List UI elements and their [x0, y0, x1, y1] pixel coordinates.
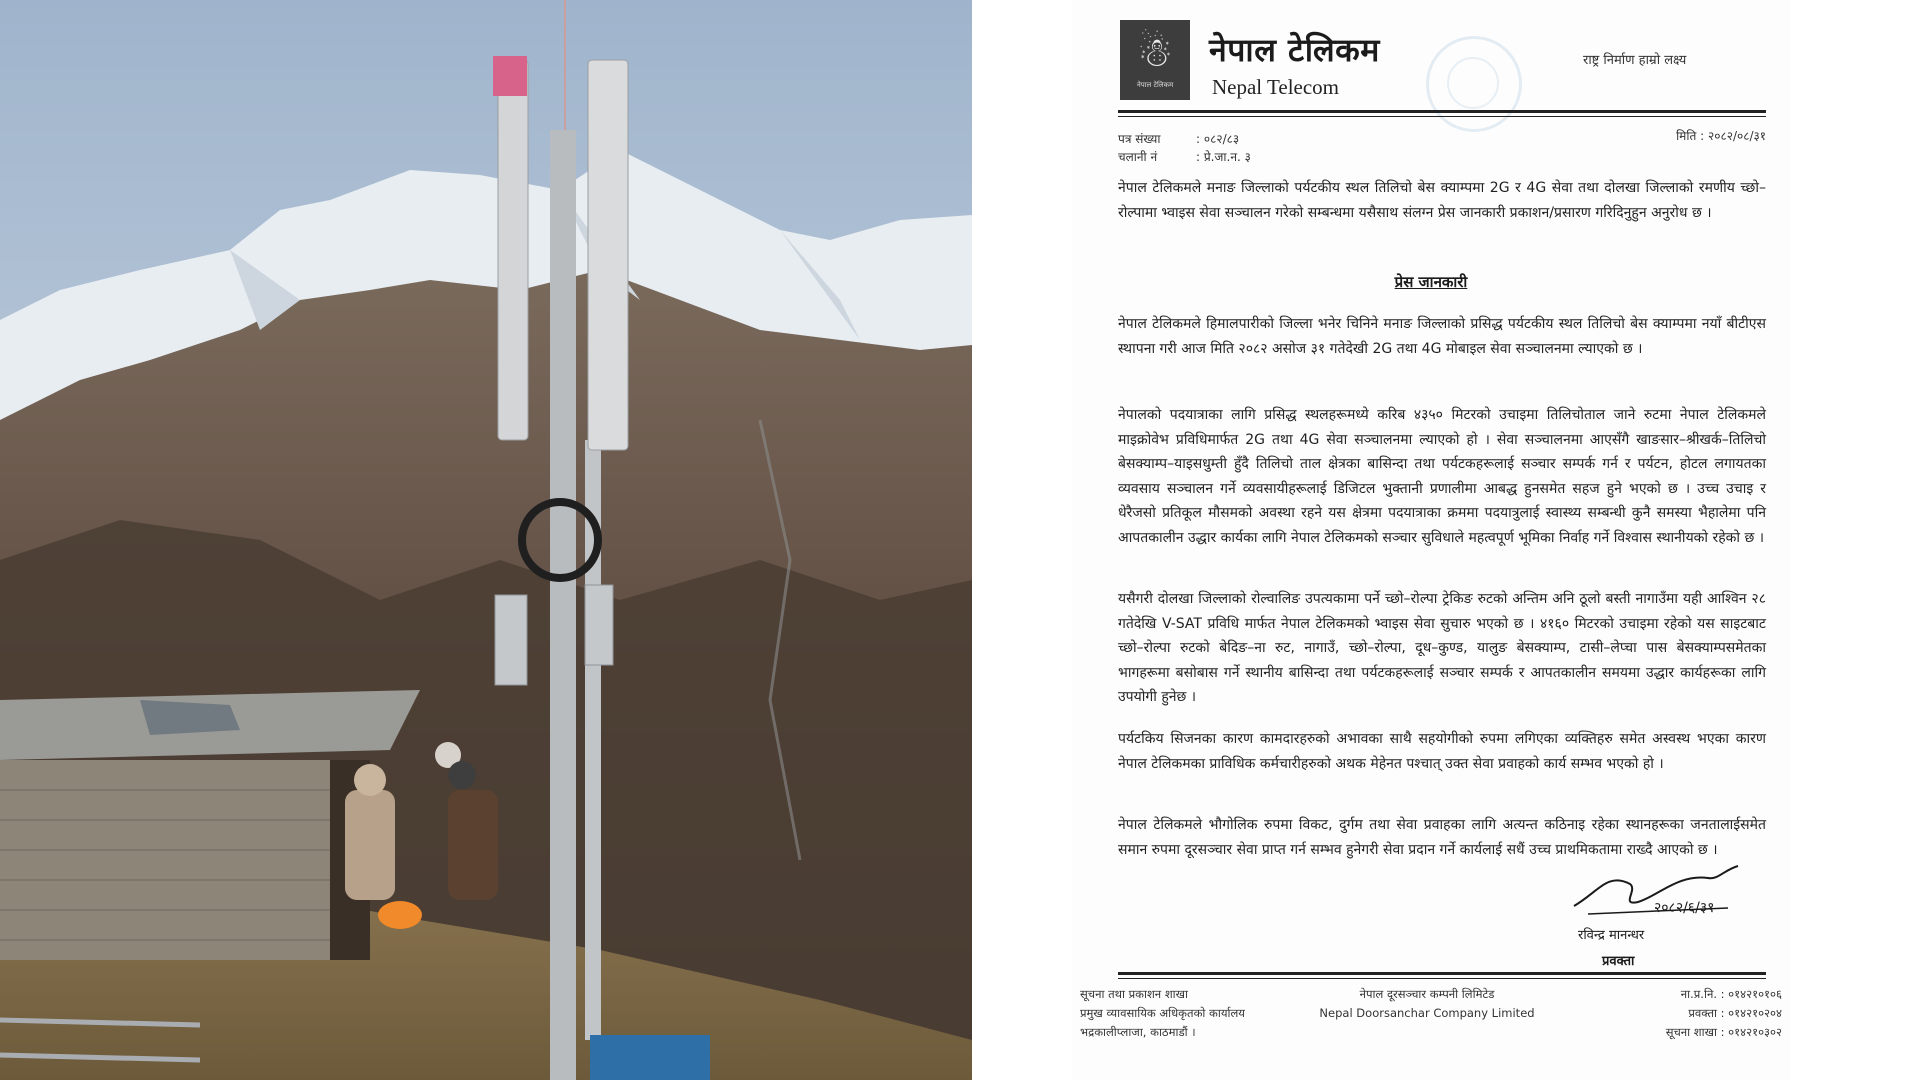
dispatch-number — [1118, 148, 1251, 165]
footer-address — [1080, 985, 1245, 1042]
body-paragraph-3: यसैगरी दोलखा जिल्लाको रोल्वालिङ उपत्यकामा पर्ने च्छो–रोल्पा ट्रेकिङ रुटको अन्तिम अनि ठूलो बस्ती नागाउँमा यही आश्विन २८ गतेदेखि V-SAT प्रविधि मार्फत नेपाल टेलिकमको भ्वाइस सेवा सुचारु भएको छ । ४१६० मिटरको उचाइमा रहेको यस साइटबाट च्छो–रोल्पा रुटको बेदिङ–ना रुट, नागाउँ, च्छो–रोल्पा, दूध–कुण्ड, यालुङ बेसक्याम्प, टासी–लेप्चा पास बेसक्याम्पसमेतका भागहरूमा बसोबास गर्ने स्थानीय बासिन्दा तथा पर्यटकहरूलाई सञ्चार सम्पर्क र आपतकालीन समयमा उद्धार कार्यहरूका लागि उपयोगी हुनेछ । — [1118, 591, 1766, 705]
header-rule — [1118, 110, 1766, 113]
letter-number — [1118, 130, 1239, 147]
signature-scribble — [1568, 862, 1748, 928]
footer-company — [1302, 985, 1552, 1023]
dispatch-label: चलानी नं — [1118, 150, 1158, 164]
footer-address-line: भद्रकालीप्लाजा, काठमाडौं । — [1080, 1025, 1196, 1039]
footer-phone-line: सूचना शाखा : ०१४२१०३०२ — [1665, 1025, 1782, 1039]
logo-caption: नेपाल टेलिकम — [1136, 80, 1174, 89]
body-paragraph-2: नेपालको पदयात्राका लागि प्रसिद्ध स्थलहरूमध्ये करिब ४३५० मिटरको उचाइमा तिलिचोताल जाने रुटमा नेपाल टेलिकमले माइक्रोवेभ प्रविधिमार्फत 2G तथा 4G सेवा सञ्चालनमा ल्याएको हो । सेवा सञ्चालनमा आएसँगै खाङसार–श्रीखर्क–तिलिचो बेसक्याम्प–याइसधुम्ती हुँदै तिलिचो ताल क्षेत्रका बासिन्दा तथा पर्यटकहरूलाई सञ्चार सम्पर्क गर्न र पर्यटन, होटल लगायतका व्यवसाय सञ्चालन गर्ने व्यवसायीहरूलाई डिजिटल भुक्तानी प्रणालीमा आबद्ध हुनसमेत सहज हुने भएको छ । उच्च उचाइ र धेरैजसो प्रतिकूल मौसमको अवस्था रहने यस क्षेत्रमा पदयात्राका क्रममा पदयात्रुलाई स्वास्थ्य सम्बन्धी कुनै समस्या भैहालेमा पनि आपतकालीन उद्धार कार्यका लागि नेपाल टेलिकमको सञ्चार सुविधाले महत्वपूर्ण भूमिका निर्वाह गर्ने विश्वास स्थानीयको रहेको छ । — [1118, 407, 1766, 546]
signature-date: २०८२/६/३१ — [1654, 900, 1715, 916]
org-name-english: Nepal Telecom — [1212, 75, 1340, 99]
body-paragraph-4: पर्यटकिय सिजनका कारण कामदारहरुको अभावका साथै सहयोगीको रुपमा लगिएका व्यक्तिहरु समेत अस्वस्थ भएका कारण नेपाल टेलिकमका प्राविधिक कर्मचारीहरुको अथक मेहेनत पश्चात् उक्त सेवा प्रवाहको कार्य सम्भव भएको हो । — [1118, 731, 1766, 772]
letter-date: मिति : २०८२/०८/३१ — [1676, 129, 1766, 143]
signatory-name: रविन्द्र मानन्धर — [1578, 928, 1645, 943]
footer-phone-line: ना.प्र.नि. : ०१४२१०१०६ — [1680, 987, 1782, 1001]
press-release-document — [1072, 0, 1790, 1080]
body-paragraph-5: नेपाल टेलिकमले भौगोलिक रुपमा विकट, दुर्गम तथा सेवा प्रवाहका लागि अत्यन्त कठिनाइ रहेका स्थानहरूका जनतालाईसमेत समान रुपमा दूरसञ्चार सेवा प्राप्त गर्न सम्भव हुनेगरी सेवा प्रदान गर्ने कार्यलाई सधैं उच्च प्राथमिकतामा राख्दै आएको छ । — [1118, 817, 1766, 858]
body-paragraph-1: नेपाल टेलिकमले हिमालपारीको जिल्ला भनेर चिनिने मनाङ जिल्लाको प्रसिद्ध पर्यटकीय स्थल तिलिचो बेस क्याम्पमा नयाँ बीटीएस स्थापना गरी आज मिति २०८२ असोज ३१ गतेदेखी 2G तथा 4G मोबाइल सेवा सञ्चालनमा ल्याएको छ । — [1118, 316, 1766, 357]
footer-address-line: सूचना तथा प्रकाशन शाखा — [1080, 987, 1189, 1001]
nepal-telecom-logo — [1120, 20, 1190, 100]
watermark-seal — [1426, 36, 1522, 132]
press-release-title: प्रेस जानकारी — [1394, 273, 1468, 291]
org-name-nepali: नेपाल टेलिकम — [1209, 31, 1380, 69]
signatory-role: प्रवक्ता — [1602, 954, 1635, 969]
dispatch-value: : प्रे.जा.न. ३ — [1196, 150, 1251, 164]
footer-company-line: Nepal Doorsanchar Company Limited — [1319, 1006, 1535, 1020]
footer-rule — [1118, 972, 1766, 975]
letter-number-value: : ०८२/८३ — [1196, 132, 1240, 146]
footer-address-line: प्रमुख व्यावसायिक अधिकृतको कार्यालय — [1080, 1006, 1245, 1020]
intro-paragraph: नेपाल टेलिकमले मनाङ जिल्लाको पर्यटकीय स्थल तिलिचो बेस क्याम्पमा 2G र 4G सेवा तथा दोलखा जिल्लाको रमणीय च्छो–रोल्पामा भ्वाइस सेवा सञ्चालन गरेको सम्बन्धमा यसैसाथ संलग्न प्रेस जानकारी प्रकाशन/प्रसारण गरिदिनुहुन अनुरोध छ । — [1118, 180, 1766, 221]
footer-phones — [1666, 985, 1782, 1042]
logo-emblem-icon: ☃ — [1137, 29, 1173, 76]
header-rule-thin — [1118, 116, 1766, 117]
footer-phone-line: प्रवक्ता : ०१४२१०२०४ — [1688, 1006, 1782, 1020]
letter-number-label: पत्र संख्या — [1118, 132, 1161, 146]
footer-company-line: नेपाल दूरसञ्चार कम्पनी लिमिटेड — [1359, 987, 1495, 1001]
motto: राष्ट्र निर्माण हाम्रो लक्ष्य — [1583, 53, 1687, 68]
footer-rule-thin — [1118, 978, 1766, 979]
